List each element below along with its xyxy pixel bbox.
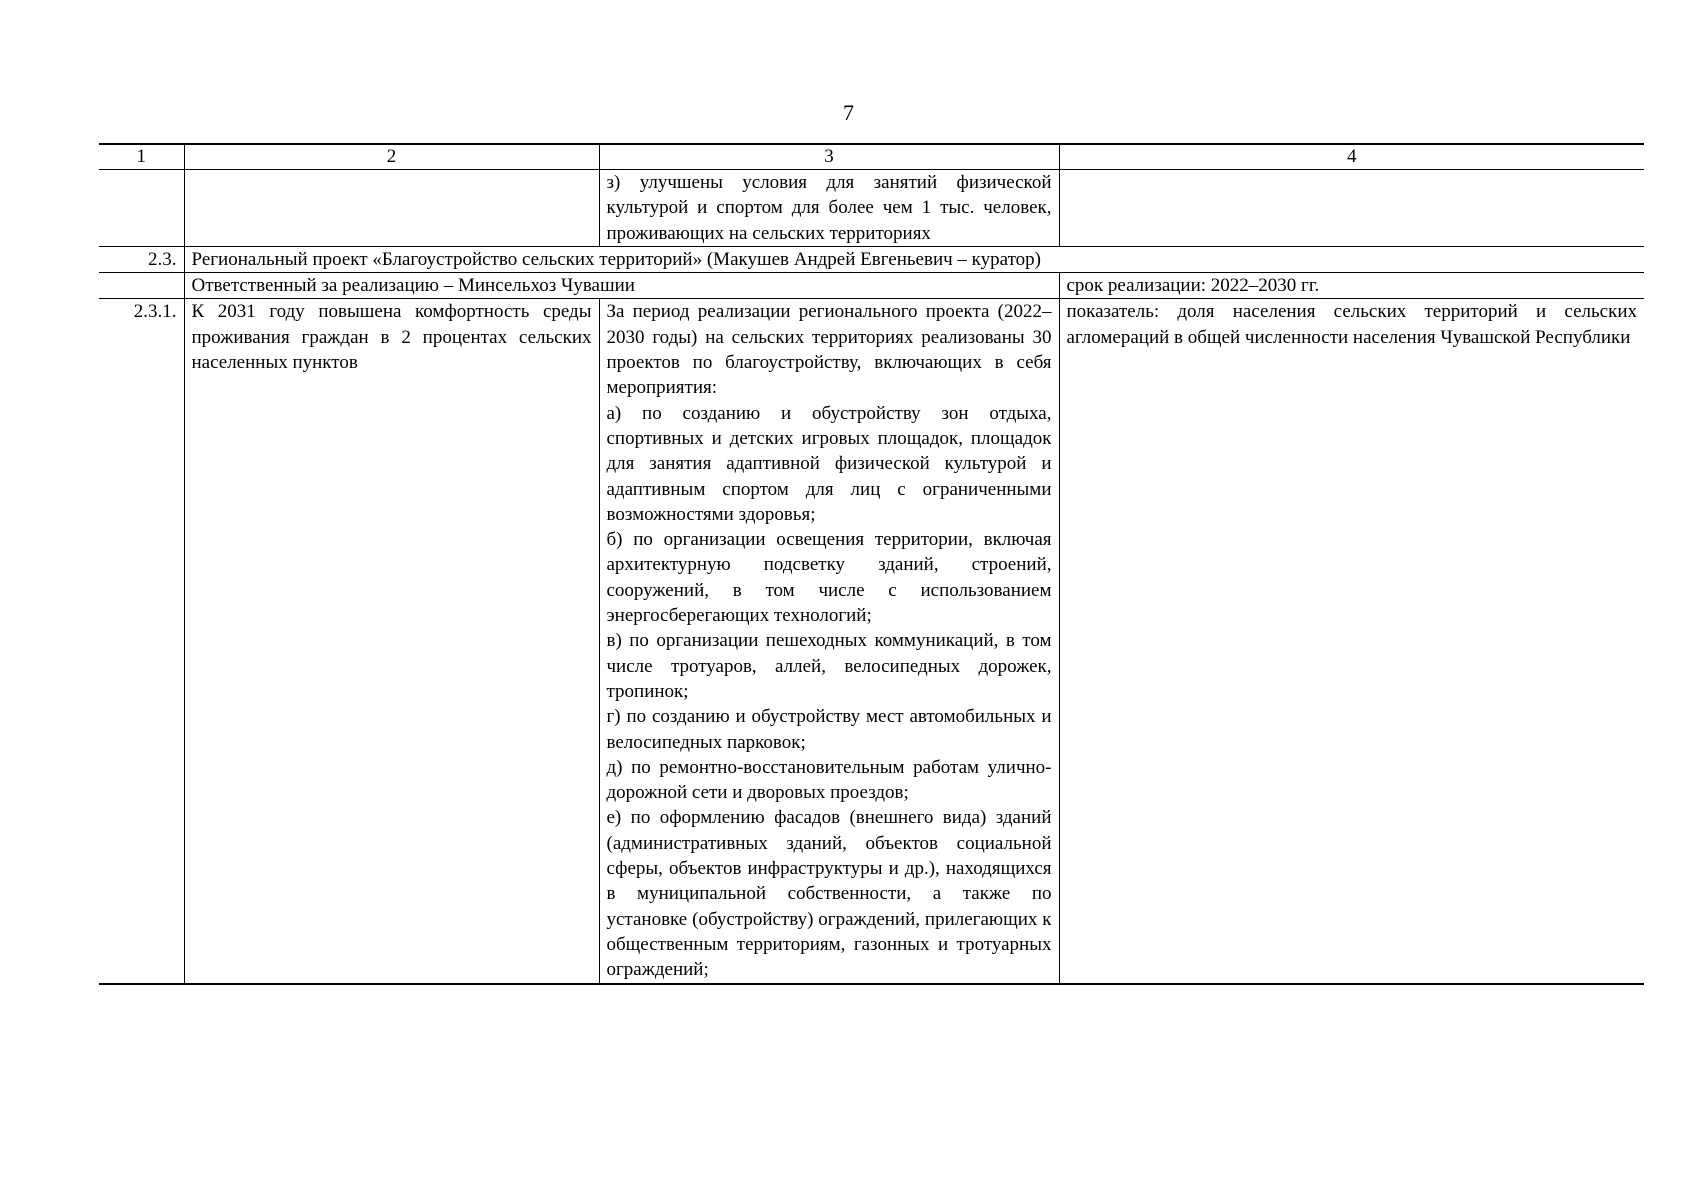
table-row-continuation	[99, 170, 1644, 247]
task-results	[599, 299, 1059, 984]
column-header-1: 1	[99, 144, 184, 170]
activities-table	[99, 143, 1644, 985]
result-item-c: в) по организации пешеходных коммуникаций, в том числе тротуаров, аллей, велосипедных дорожек, тропинок;	[606, 630, 1052, 702]
column-header-4: 4	[1059, 144, 1644, 170]
column-header-2: 2	[184, 144, 599, 170]
task-indicator: показатель: доля населения сельских территорий и сельских агломераций в общей численности населения Чувашской Республики	[1059, 299, 1644, 984]
task-number: 2.3.1.	[99, 299, 184, 984]
project-title: Региональный проект «Благоустройство сельских территорий» (Макушев Андрей Евгеньевич – куратор)	[184, 246, 1644, 272]
result-item-a: а) по созданию и обустройству зон отдыха, спортивных и детских игровых площадок, площадок для занятия адаптивной физической культурой и адаптивным спортом для лиц с ограниченными возможностями здоровья;	[606, 402, 1052, 525]
cont-result-cell: з) улучшены условия для занятий физической культурой и спортом для более чем 1 тыс. человек, проживающих на сельских территориях	[599, 170, 1059, 247]
table-row-project	[99, 246, 1644, 272]
table-header-row	[99, 144, 1644, 170]
cont-goal-cell	[184, 170, 599, 247]
result-paragraph: За период реализации регионального проекта (2022–2030 годы) на сельских территориях реализованы 30 проектов по благоустройству, включающих в себя мероприятия:	[606, 301, 1052, 399]
cont-indicator-cell	[1059, 170, 1644, 247]
cont-number-cell	[99, 170, 184, 247]
result-item-f: е) по оформлению фасадов (внешнего вида) зданий (административных зданий, объектов социальной сферы, объектов инфраструктуры и др.), находящихся в муниципальной собственности, а также по установке (обустройству) ограждений, прилегающих к общественным территориям, газонных и тротуарных ограждений;	[606, 807, 1052, 981]
result-item-b: б) по организации освещения территории, включая архитектурную подсветку зданий, строений, сооружений, в том числе с использованием энергосберегающих технологий;	[606, 529, 1052, 627]
project-number: 2.3.	[99, 246, 184, 272]
responsible-authority: Ответственный за реализацию – Минсельхоз Чувашии	[184, 273, 1059, 299]
task-goal: К 2031 году повышена комфортность среды проживания граждан в 2 процентах сельских населенных пунктов	[184, 299, 599, 984]
responsible-number-cell	[99, 273, 184, 299]
result-item-e: д) по ремонтно-восстановительным работам улично-дорожной сети и дворовых проездов;	[606, 756, 1052, 804]
table-row-responsible	[99, 273, 1644, 299]
result-item-d: г) по созданию и обустройству мест автомобильных и велосипедных парковок;	[606, 706, 1052, 753]
page-number: 7	[843, 100, 854, 125]
column-header-3: 3	[599, 144, 1059, 170]
implementation-period: срок реализации: 2022–2030 гг.	[1059, 273, 1644, 299]
table-row-task	[99, 299, 1644, 984]
